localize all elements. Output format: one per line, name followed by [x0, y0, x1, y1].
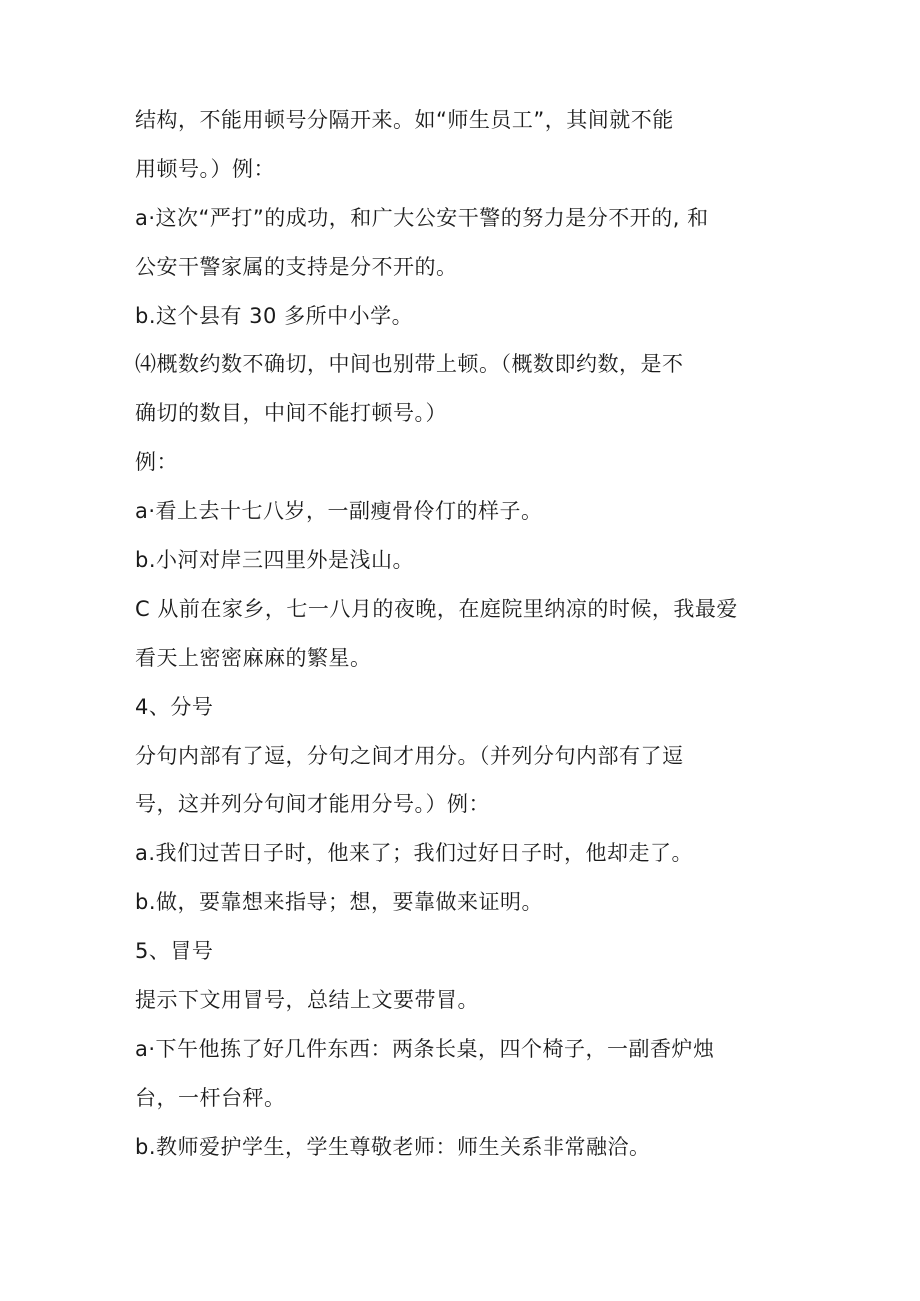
text-line: 看天上密密麻麻的繁星。	[135, 645, 372, 670]
text-line: a·看上去十七八岁，一副瘦骨伶仃的样子。	[135, 499, 543, 524]
section-heading: 4、分号	[135, 694, 214, 719]
text-line: 分句内部有了逗，分句之间才用分。（并列分句内部有了逗	[135, 743, 684, 768]
text-line: b.教师爱护学生，学生尊敬老师：师生关系非常融洽。	[135, 1134, 651, 1159]
text-line: 确切的数目，中间不能打顿号。）	[135, 401, 447, 426]
text-line: 台，一杆台秤。	[135, 1085, 286, 1110]
text-line: 结构，不能用顿号分隔开来。如“师生员工”，其间就不能	[135, 108, 674, 132]
text-line: 提示下文用冒号，总结上文要带冒。	[135, 988, 479, 1013]
text-line: 公安干警家属的支持是分不开的。	[135, 254, 458, 279]
text-line: a·下午他拣了好几件东西：两条长桌，四个椅子，一副香炉烛	[135, 1036, 715, 1061]
text-line: b.做，要靠想来指导；想，要靠做来证明。	[135, 890, 544, 915]
section-heading: 5、冒号	[135, 939, 214, 964]
text-line: a·这次“严打”的成功，和广大公安干警的努力是分不开的, 和	[135, 205, 709, 230]
text-line: 例：	[135, 450, 178, 475]
text-line: a.我们过苦日子时，他来了；我们过好日子时，他却走了。	[135, 841, 694, 866]
text-line: 用顿号。）例：	[135, 156, 275, 181]
text-line: b.小河对岸三四里外是浅山。	[135, 548, 415, 573]
text-line: b.这个县有 30 多所中小学。	[135, 303, 414, 328]
document-body	[135, 96, 795, 1172]
text-line: C 从前在家乡，七一八月的夜晚，在庭院里纳凉的时候，我最爱	[135, 596, 738, 621]
text-line: 号，这并列分句间才能用分号。）例：	[135, 792, 490, 817]
text-line: ⑷概数约数不确切，中间也别带上顿。（概数即约数，是不	[135, 352, 684, 377]
